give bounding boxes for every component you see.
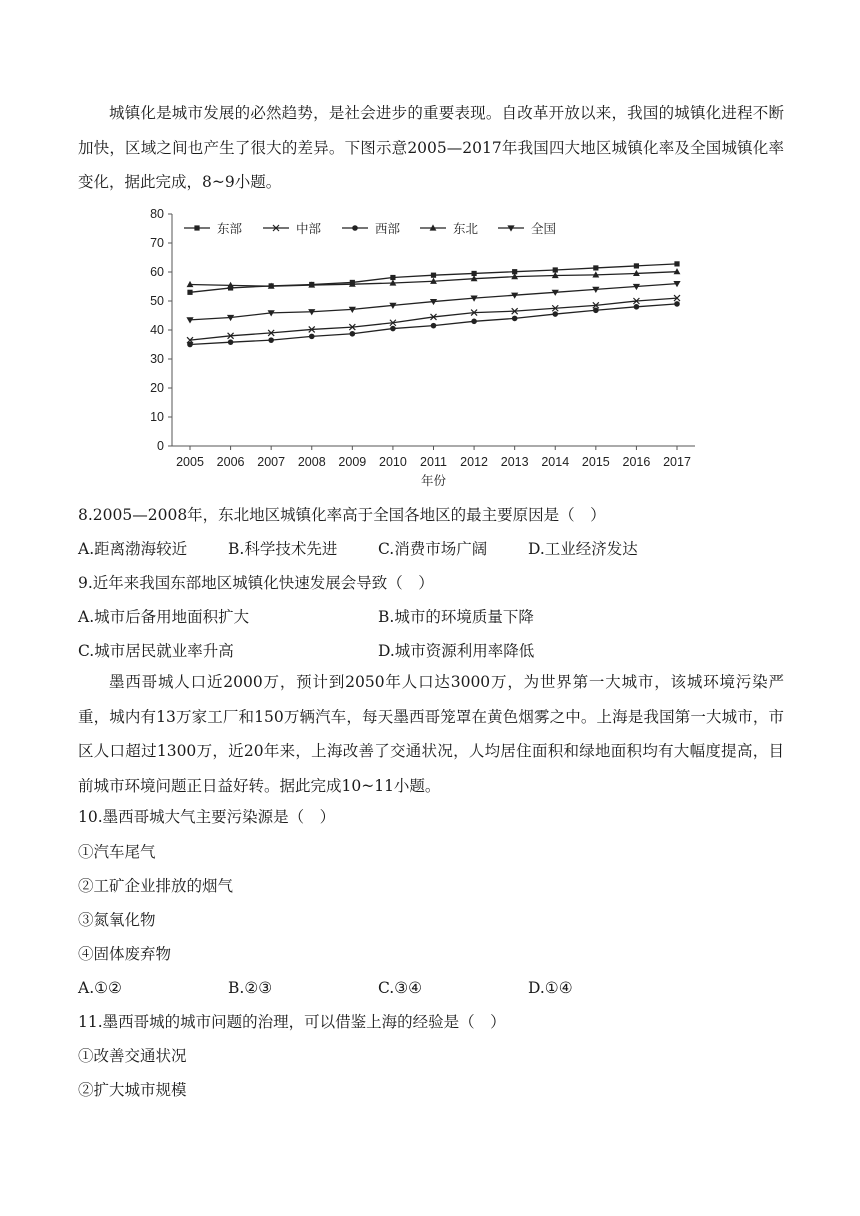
q9-option-d: D.城市资源利用率降低 (378, 642, 535, 660)
y-tick-label: 80 (150, 207, 164, 221)
legend-marker (352, 225, 358, 231)
q8-option-d: D.工业经济发达 (528, 540, 638, 558)
q10-option-c: C.③④ (378, 979, 423, 997)
q11-item-2: ②扩大城市规模 (78, 1081, 187, 1099)
q9-option-a: A.城市后备用地面积扩大 (78, 608, 250, 626)
x-tick-label: 2005 (176, 455, 204, 469)
passage-2-paragraph: 墨西哥城人口近2000万，预计到2050年人口达3000万，为世界第一大城市，该城环境污染严重，城内有13万家工厂和150万辆汽车，每天墨西哥笼罩在黄色烟雾之中。上海是我国第一大城市，市区人口超过1300万，近20年来，上海改善了交通状况，人均居住面积和绿地面积均有大幅度提高，目前城市环境问题正日益好转。据此完成10~11小题。 (78, 673, 784, 795)
y-tick-label: 30 (150, 352, 164, 366)
x-axis-label: 年份 (420, 474, 447, 488)
data-point (187, 342, 193, 348)
data-point (228, 339, 234, 345)
x-tick-label: 2013 (500, 455, 529, 469)
q9-option-b: B.城市的环境质量下降 (378, 608, 534, 626)
data-point (187, 290, 192, 295)
q10-item-2: ②工矿企业排放的烟气 (78, 877, 234, 895)
x-tick-label: 2011 (420, 455, 447, 469)
data-point (350, 331, 356, 337)
data-point (553, 267, 558, 272)
y-tick-label: 40 (150, 323, 164, 337)
x-tick-label: 2016 (622, 455, 651, 469)
q10-option-d: D.①④ (528, 979, 573, 997)
q8-option-c: C.消费市场广阔 (378, 540, 488, 558)
y-tick-label: 0 (157, 439, 164, 453)
q10-option-b: B.②③ (228, 979, 273, 997)
q10-item-1: ①汽车尾气 (78, 843, 156, 861)
q8-option-a: A.距离渤海较近 (78, 540, 188, 558)
legend-label: 全国 (531, 222, 557, 236)
data-point (674, 301, 680, 307)
legend-label: 东北 (453, 222, 479, 236)
data-point (512, 316, 518, 322)
legend-label: 东部 (217, 222, 243, 236)
question-11-stem: 11.墨西哥城的城市问题的治理，可以借鉴上海的经验是（ ） (78, 1013, 506, 1031)
data-point (390, 275, 395, 280)
x-tick-label: 2010 (379, 455, 407, 469)
x-tick-label: 2015 (581, 455, 610, 469)
x-tick-label: 2009 (338, 455, 367, 469)
y-tick-label: 70 (150, 236, 164, 250)
legend-marker (194, 225, 199, 230)
data-point (309, 334, 315, 340)
q10-option-a: A.①② (78, 979, 122, 997)
legend-label: 中部 (296, 222, 322, 236)
x-tick-label: 2007 (257, 455, 286, 469)
data-point (674, 261, 679, 266)
data-point (390, 326, 396, 332)
data-point (593, 265, 598, 270)
data-point (268, 337, 274, 343)
x-tick-label: 2017 (663, 455, 691, 469)
x-tick-label: 2014 (541, 455, 570, 469)
q8-option-b: B.科学技术先进 (228, 540, 338, 558)
question-10-stem: 10.墨西哥城大气主要污染源是（ ） (78, 808, 336, 826)
y-tick-label: 50 (150, 294, 164, 308)
x-tick-label: 2008 (297, 455, 326, 469)
y-tick-label: 60 (150, 265, 164, 279)
question-9-stem: 9.近年来我国东部地区城镇化快速发展会导致（ ） (78, 574, 434, 592)
data-point (431, 273, 436, 278)
q10-item-3: ③氮氧化物 (78, 911, 156, 929)
data-point (634, 304, 640, 310)
data-point (431, 323, 437, 329)
q11-item-1: ①改善交通状况 (78, 1047, 187, 1065)
y-tick-label: 10 (150, 410, 164, 424)
q9-option-c: C.城市居民就业率升高 (78, 642, 234, 660)
x-tick-label: 2012 (460, 455, 488, 469)
legend-label: 西部 (375, 222, 401, 236)
data-point (593, 307, 599, 313)
q10-item-4: ④固体废弃物 (78, 945, 172, 963)
question-8-stem: 8.2005—2008年，东北地区城镇化率高于全国各地区的最主要原因是（ ） (78, 506, 606, 524)
data-point (634, 263, 639, 268)
data-point (471, 319, 477, 325)
urbanization-line-chart (140, 203, 710, 493)
intro-paragraph: 城镇化是城市发展的必然趋势，是社会进步的重要表现。自改革开放以来，我国的城镇化进程不断加快，区域之间也产生了很大的差异。下图示意2005—2017年我国四大地区城镇化率及全国城镇化率变化，据此完成，8~9小题。 (78, 104, 784, 191)
y-tick-label: 20 (150, 381, 164, 395)
x-tick-label: 2006 (216, 455, 245, 469)
data-point (552, 311, 558, 317)
